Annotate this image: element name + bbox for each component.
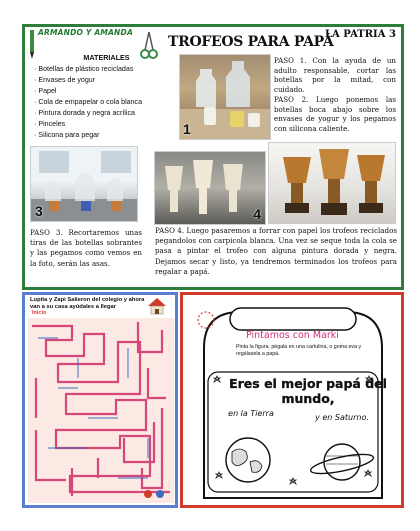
trophies-illustration (155, 152, 266, 225)
paso-4: PASO 4. Luego pasaremos a forrar con papel los trofeos reciclados pegandolos con carpicola blanca. Una vez se seque toda la cola se pasa a pintar el trofeo con alguna pintura dorada y negra. Dejamos secar y listo, ya tendremos terminados los trofeos para regalar a papá. (155, 226, 397, 276)
step-number: 3 (35, 203, 43, 219)
card-earth-text: en la Tierra (228, 409, 274, 418)
bottles-illustration (180, 55, 271, 140)
list-item: · Envases de yogur (34, 76, 96, 84)
paso-3: PASO 3. Recortaremos unas tiras de las botellas sobrantes y las pegamos como vemos en la foto, serán las asas. (30, 228, 142, 268)
list-item: · Pintura dorada y negra acrílica (34, 109, 135, 117)
list-item: · Cola de empapelar o cola blanca (34, 98, 143, 106)
maze-illustration (28, 318, 174, 503)
house-icon (146, 297, 168, 315)
photo-finished-trophies (268, 142, 396, 224)
photo-step-1 (179, 54, 271, 140)
article-title: TROFEOS PARA PAPÁ (168, 34, 334, 50)
section-title: ARMANDO Y AMANDA (38, 28, 133, 37)
paso-1: PASO 1. Con la ayuda de un adulto responsable, cortar las botellas por la mitad, con cuidado. (274, 56, 396, 95)
list-item: · Papel (34, 87, 57, 95)
maze-start-label: Inicio (32, 310, 47, 316)
step-text (274, 56, 396, 134)
page-header: LA PATRIA 3 (325, 29, 396, 40)
list-item: · Silicona para pegar (34, 131, 100, 139)
step-number: 1 (183, 121, 191, 137)
bottles-illustration (31, 147, 138, 222)
materials-list (34, 52, 179, 141)
list-item: · Pinceles (34, 120, 66, 128)
paso-2: PASO 2. Luego ponemos las botellas boca abajo sobre los envases de yogur y los pegamos con silicona caliente. (274, 94, 396, 133)
card-title: Pintamos con Marki (246, 330, 339, 341)
step-number: 4 (253, 206, 261, 222)
card-saturn-text: y en Saturno. (315, 413, 369, 422)
photo-step-3 (30, 146, 138, 222)
materials-heading: MATERIALES (83, 53, 130, 62)
golden-trophies-illustration (269, 143, 396, 224)
photo-step-4 (154, 151, 266, 225)
list-item: · Botellas de plástico recicladas (34, 65, 134, 73)
card-message: Eres el mejor papá del mundo, (229, 376, 387, 406)
earth-illustration (226, 438, 270, 482)
maze-instructions: Lupita y Zapi Salieron del colegio y ahora van a su casa ayúdales a llegar (30, 297, 145, 310)
card-instructions: Pinta la figura, pégala en una cartulina, o goma eva y regálasela a papá. (236, 344, 362, 357)
